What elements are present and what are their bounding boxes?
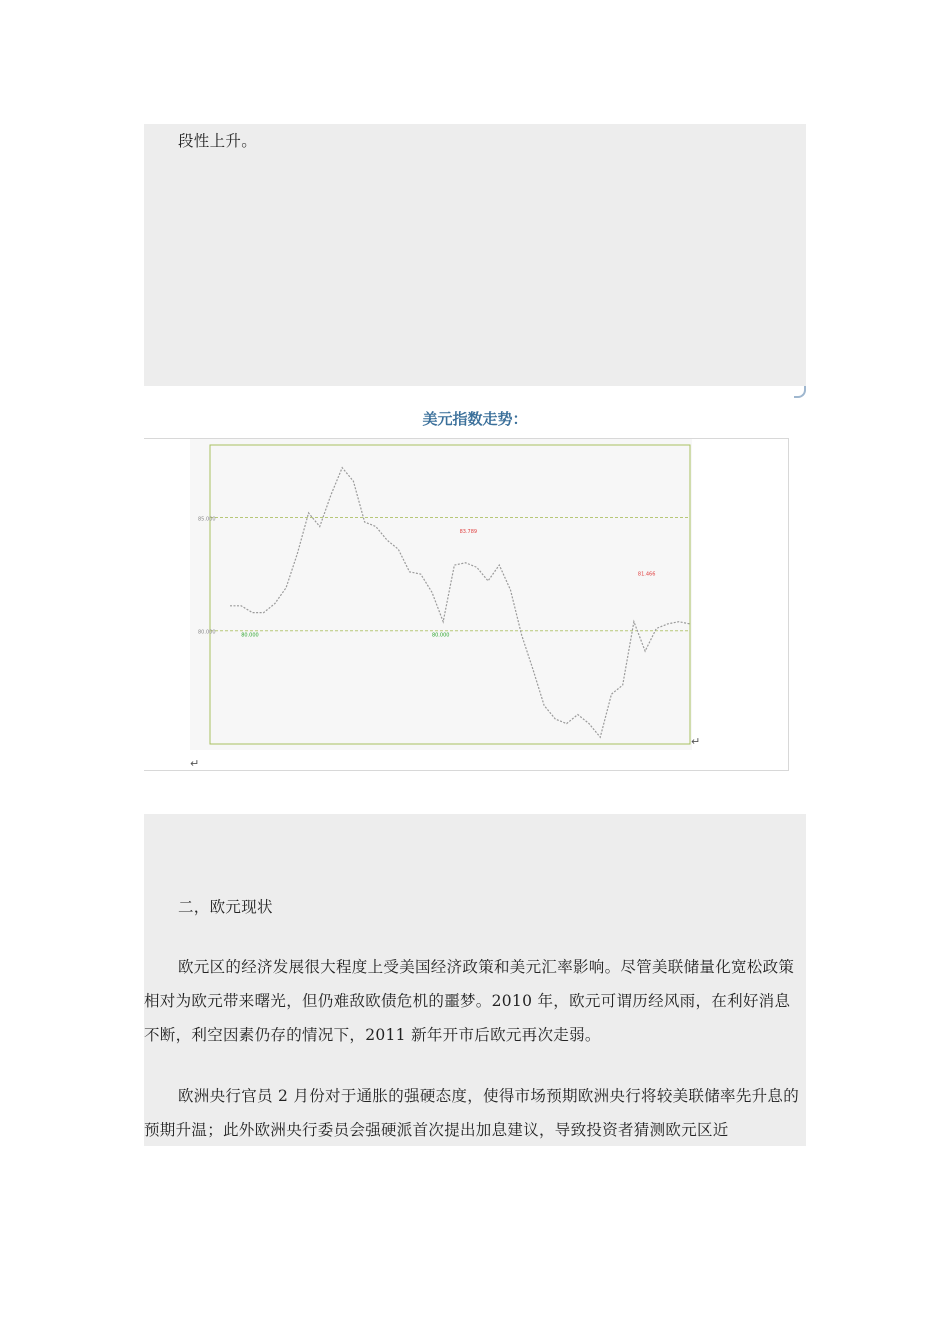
chart-title: 美元指数走势： <box>422 410 528 428</box>
dollar-index-chart <box>144 439 788 770</box>
paragraph-mark-below: ↵ <box>190 757 200 770</box>
chart-frame <box>144 438 789 771</box>
plot-background <box>190 439 692 750</box>
annotation-label: 81.466 <box>637 571 656 578</box>
reference-label: 85.000 <box>198 516 216 523</box>
paragraph-euro-status: 欧元区的经济发展很大程度上受美国经济政策和美元汇率影响。尽管美联储量化宽松政策相对为欧元带来曙光，但仍难敌欧债危机的噩梦。2010 年，欧元可谓历经风雨，在利好消息不断，利空因素仍存的情况下，2011 新年开市后欧元再次走弱。 <box>144 958 795 1044</box>
reference-label: 80.000 <box>198 629 216 636</box>
annotation-label: 83.789 <box>459 528 478 535</box>
annotation-label: 80.000 <box>431 632 450 639</box>
shaded-region-top <box>144 124 806 386</box>
paragraph-mark-chart: ↵ <box>691 735 701 748</box>
image-corner-handle <box>794 386 806 398</box>
paragraph-continuation: 段性上升。 <box>178 132 258 150</box>
paragraph-ecb: 欧洲央行官员 2 月份对于通胀的强硬态度，使得市场预期欧洲央行将较美联储率先升息的预期升温；此外欧洲央行委员会强硬派首次提出加息建议，导致投资者猜测欧元区近 <box>144 1087 800 1139</box>
annotation-label: 80.000 <box>241 632 259 639</box>
chart-figure <box>144 386 806 814</box>
section-heading: 二，欧元现状 <box>178 898 273 916</box>
